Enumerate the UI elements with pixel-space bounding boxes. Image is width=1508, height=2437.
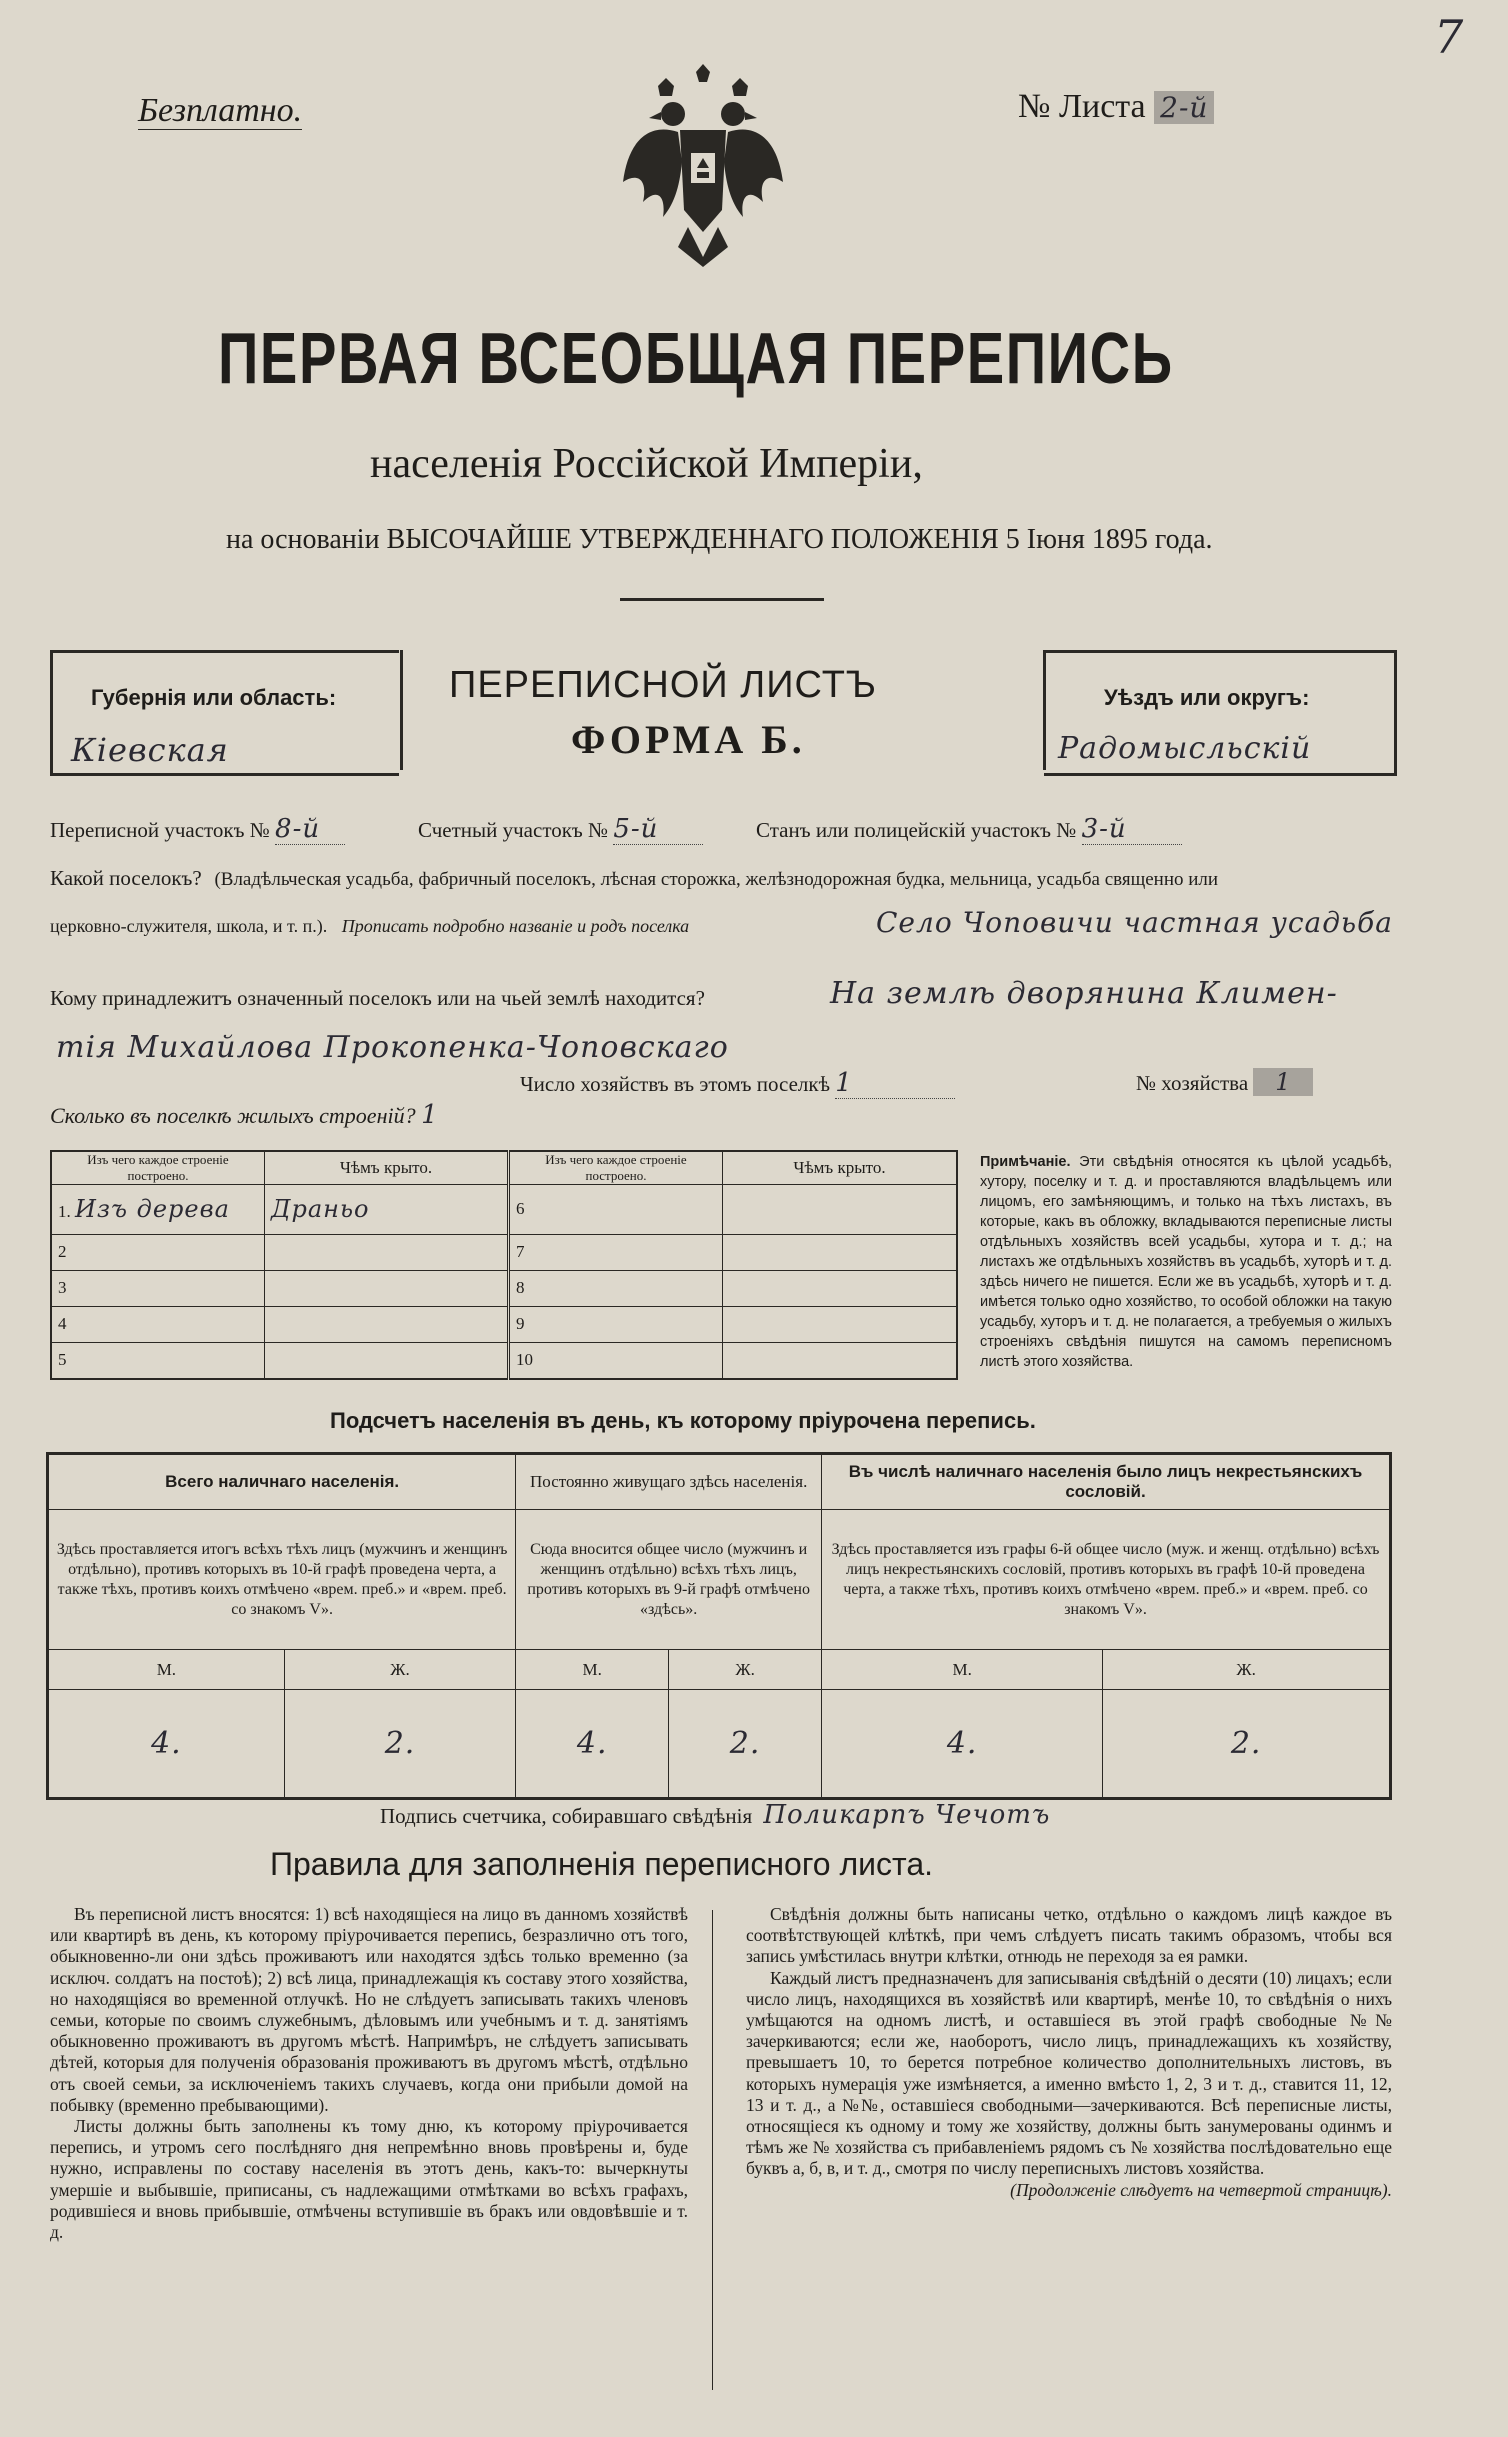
rules-right-column <box>746 1904 1392 2201</box>
tally-col1-text: Здѣсь проставляется итогъ всѣхъ тѣхъ лицъ (мужчинъ и женщинъ отдѣльно), противъ которыхъ въ 10-й графѣ проведена черта, а также тѣхъ, противъ коихъ отмѣчено «врем. преб.» и «врем. преб. со знакомъ V». <box>48 1510 516 1650</box>
households-field[interactable]: Число хозяйствъ въ этомъ поселкѣ 1 <box>520 1068 955 1099</box>
table-row: 2 7 <box>51 1234 957 1270</box>
rules-title: Правила для заполненія переписного листа. <box>270 1846 933 1882</box>
police-section-field[interactable]: Станъ или полицейскій участокъ № 3-й <box>756 814 1182 845</box>
district-value: Радомысльскій <box>1058 731 1312 766</box>
signature-field[interactable]: Подпись счетчика, собиравшаго свѣдѣнія Поликарпъ Чечотъ <box>380 1800 1051 1830</box>
tally-col3-text: Здѣсь проставляется изъ графы 6-й общее число (муж. и женщ. отдѣльно) всѣхъ лицъ некрестьянскихъ сословій, противъ которыхъ въ графѣ 10-й проведена черта, а также тѣхъ, противъ коихъ отмѣчено «врем. преб.» и «врем. преб. со знакомъ V». <box>822 1510 1391 1650</box>
signature-value: Поликарпъ Чечотъ <box>763 1800 1051 1830</box>
legal-basis: на основаніи ВЫСОЧАЙШЕ УТВЕРЖДЕННАГО ПОЛОЖЕНІЯ 5 Іюня 1895 года. <box>226 524 1213 555</box>
tally-col2-female[interactable]: 2. <box>669 1690 822 1799</box>
table-row: 1. Изъ дерева Драньо 6 <box>51 1185 957 1235</box>
owner-question: Кому принадлежитъ означенный поселокъ или на чьей землѣ находится? <box>50 986 705 1010</box>
rules-right-p1: Свѣдѣнія должны быть написаны четко, отдѣльно о каждомъ лицѣ каждое въ соотвѣтствующей клѣткѣ, при чемъ слѣдуетъ писать такимъ образомъ, чтобы вся запись умѣстилась внутри клѣтки, отнюдь не переходя за ея рамки. <box>746 1904 1392 1967</box>
tally-col2-male[interactable]: 4. <box>516 1690 669 1799</box>
form-box <box>400 650 1046 770</box>
owner-value-line1[interactable]: На землѣ дворянина Климен- <box>830 976 1338 1011</box>
settlement-hint: церковно-служителя, школа, и т. п.). Прописать подробно названіе и родъ поселка <box>50 916 690 936</box>
m-label: М. <box>48 1650 285 1690</box>
tally-col3-male[interactable]: 4. <box>822 1690 1103 1799</box>
rules-continued: (Продолженіе слѣдуетъ на четвертой страницѣ). <box>1010 2179 1392 2200</box>
census-section-field[interactable]: Переписной участокъ № 8-й <box>50 814 345 845</box>
buildings-note: Примѣчаніе. Эти свѣдѣнія относятся къ цѣлой усадьбѣ, хутору, поселку и т. д. и проставляются владѣльцемъ или лицомъ, его замѣняющимъ, и только на тѣхъ листахъ, въ которые, какъ въ обложку, вкладываются переписные листы отдѣльныхъ хозяйствъ всей усадьбы, хутора и т. д.; на листахъ же отдѣльныхъ хозяйствъ въ усадьбѣ, хуторѣ и т. д. здѣсь ничего не пишется. Если же въ усадьбѣ, хуторѣ и т. д. имѣется только одно хозяйство, то особой обложки на такую усадьбу, хуторъ и т. д. не полагается, а требуемыя о жилыхъ строеніяхъ свѣдѣнія пишутся на самомъ переписномъ листѣ этого хозяйства. <box>980 1154 1392 1370</box>
tally-col2-text: Сюда вносится общее число (мужчинъ и женщинъ отдѣльно) всѣхъ тѣхъ лицъ, противъ которыхъ въ 9-й графѣ отмѣчено «здѣсь». <box>516 1510 822 1650</box>
subtitle: населенія Россійской Имперіи, <box>370 441 923 487</box>
tally-col1-head: Всего наличнаго населенія. <box>48 1454 516 1510</box>
form-type: ФОРМА Б. <box>571 717 806 762</box>
col-roof: Чѣмъ крыто. <box>265 1151 509 1185</box>
table-row: 4 9 <box>51 1306 957 1342</box>
tally-col1-male[interactable]: 4. <box>48 1690 285 1799</box>
rules-left-column <box>50 1904 688 2243</box>
m-label: М. <box>516 1650 669 1690</box>
province-label: Губернія или область: <box>91 685 337 710</box>
table-row: 5 10 <box>51 1342 957 1379</box>
tally-col3-female[interactable]: 2. <box>1103 1690 1391 1799</box>
household-number-field[interactable]: № хозяйства 1 <box>1136 1068 1313 1096</box>
count-section-field[interactable]: Счетный участокъ № 5-й <box>418 814 703 845</box>
buildings-field[interactable]: Сколько въ поселкѣ жилыхъ строеній? 1 <box>50 1100 439 1130</box>
tally-col3-head: Въ числѣ наличнаго населенія было лицъ некрестьянскихъ сословій. <box>822 1454 1391 1510</box>
f-label: Ж. <box>669 1650 822 1690</box>
column-divider <box>712 1910 713 2390</box>
f-label: Ж. <box>284 1650 516 1690</box>
rules-left-p2: Листы должны быть заполнены къ тому дню, къ которому пріурочивается перепись, и утромъ сего послѣдняго дня непремѣнно вновь провѣрены и, буде нужно, исправлены по составу населенія въ этотъ день, какъ-то: вычеркнуты умершіе и выбывшіе, приписаны, съ надлежащими отмѣтками во всѣхъ графахъ, родившіеся и вновь прибывшіе, отмѣчены вступившіе въ бракъ или овдовѣвшіе и т. д. <box>50 2116 688 2243</box>
form-title: ПЕРЕПИСНОЙ ЛИСТЪ <box>449 664 878 706</box>
col-roof-2: Чѣмъ крыто. <box>723 1151 958 1185</box>
page-corner-number: 7 <box>1434 10 1465 64</box>
buildings-table <box>50 1150 958 1380</box>
district-box <box>1044 650 1397 776</box>
tally-title: Подсчетъ населенія въ день, къ которому пріурочена перепись. <box>330 1408 1036 1433</box>
page-title: ПЕРВАЯ ВСЕОБЩАЯ ПЕРЕПИСЬ <box>218 319 1174 399</box>
free-label: Безплатно. <box>138 92 303 129</box>
settlement-value[interactable]: Село Чоповичи частная усадьба <box>876 906 1393 939</box>
tally-col1-female[interactable]: 2. <box>284 1690 516 1799</box>
row1-material: Изъ дерева <box>75 1195 230 1224</box>
col-material: Изъ чего каждое строеніе построено. <box>51 1151 265 1185</box>
rules-left-p1: Въ переписной листъ вносятся: 1) всѣ находящіеся на лицо въ данномъ хозяйствѣ или квартирѣ въ день, къ которому пріурочивается перепись, безразлично отъ того, обыкновенно-ли они здѣсь проживаютъ или находятся здѣсь только временно (за исключ. солдатъ на постоѣ); 2) всѣ лица, принадлежащія къ составу этого хозяйства, но находящіяся во временной отлучкѣ. Но не слѣдуетъ записывать такихъ членовъ семьи, которые по своимъ служебнымъ, дѣловымъ или учебнымъ и т. д. занятіямъ обыкновенно проживаютъ въ другомъ мѣстѣ. Напримѣръ, не слѣдуетъ записывать дѣтей, которыя для полученія образованія проживаютъ въ другомъ мѣстѣ, отдѣльно отъ своей семьи, за исключеніемъ такихъ случаевъ, когда они прибыли домой на побывку (временно пребывающими). <box>50 1904 688 2115</box>
settlement-question: Какой поселокъ? (Владѣльческая усадьба, фабричный поселокъ, лѣсная сторожка, желѣзнодорожная будка, мельница, усадьба священно или <box>50 866 1219 890</box>
province-value: Кіевская <box>71 731 229 769</box>
district-label: Уѣздъ или округъ: <box>1104 685 1310 710</box>
rules-right-p2: Каждый листъ предназначенъ для записыванія свѣдѣній о десяти (10) лицахъ; если число лицъ, находящихся въ хозяйствѣ или квартирѣ, менѣе 10, то свѣдѣнія о нихъ умѣщаются на одномъ листѣ, и оставшіеся въ этой графѣ свободные №№ зачеркиваются; если же, наоборотъ, число лицъ, принадлежащихъ къ хозяйству, превышаетъ 10, то берется потребное количество дополнительныхъ листовъ, въ которыхъ нумерація уже измѣняется, а именно вмѣсто 1, 2, 3 и т. д., ставится 11, 12, 13 и т. д., а №№, оставшіеся свободными—зачеркиваются. Всѣ переписные листы, относящіеся къ одному и тому же хозяйству, должны быть занумерованы одинмъ и тѣмъ же № хозяйства съ прибавленіемъ рядомъ съ № хозяйства послѣдовательно еще буквъ а, б, в, и т. д., смотря по числу переписныхъ листовъ хозяйства. <box>746 1967 1392 2179</box>
m-label: М. <box>822 1650 1103 1690</box>
sheet-number-value: 2-й <box>1154 91 1214 124</box>
divider <box>620 598 824 601</box>
sheet-number: № Листа 2-й <box>1018 88 1214 126</box>
row1-roof: Драньо <box>271 1195 370 1224</box>
tally-table <box>46 1452 1392 1800</box>
table-row: 3 8 <box>51 1270 957 1306</box>
owner-value-line2[interactable]: тія Михайлова Прокопенка-Чоповскаго <box>56 1030 729 1065</box>
f-label: Ж. <box>1103 1650 1391 1690</box>
col-material-2: Изъ чего каждое строеніе построено. <box>509 1151 723 1185</box>
province-box <box>50 650 399 776</box>
tally-col2-head: Постоянно живущаго здѣсь населенія. <box>516 1454 822 1510</box>
imperial-eagle-emblem <box>618 62 788 292</box>
